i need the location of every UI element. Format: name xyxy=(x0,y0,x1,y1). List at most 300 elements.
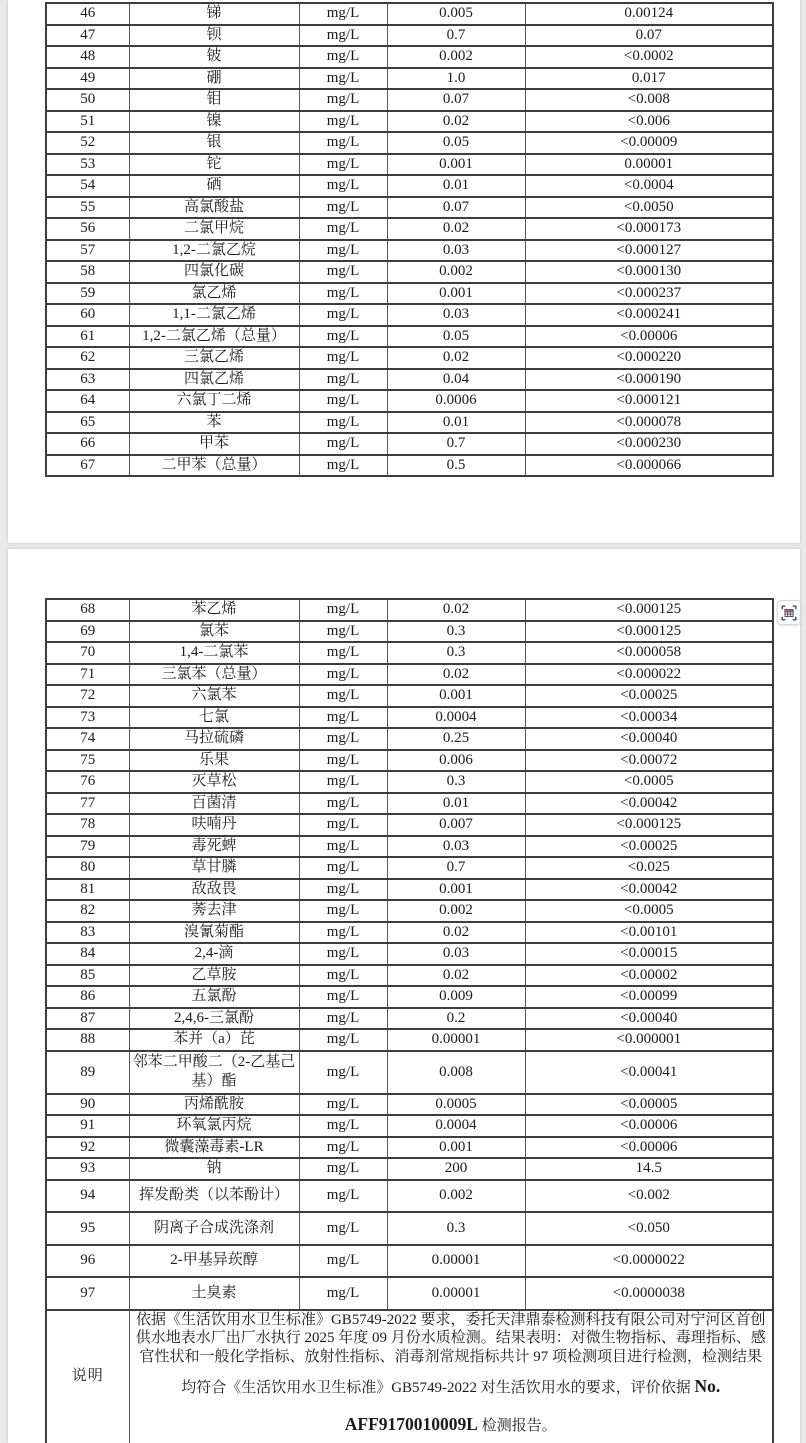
cell-parameter: 二甲苯（总量） xyxy=(129,455,299,477)
cell-result: 0.00001 xyxy=(525,154,773,176)
cell-limit: 0.002 xyxy=(387,1180,525,1213)
cell-limit: 0.0005 xyxy=(387,1094,525,1116)
cell-parameter: 氯乙烯 xyxy=(129,283,299,305)
table-row xyxy=(46,390,773,412)
table-row xyxy=(46,261,773,283)
cell-parameter: 高氯酸盐 xyxy=(129,197,299,219)
cell-parameter: 1,2-二氯乙烯（总量） xyxy=(129,326,299,348)
cell-unit: mg/L xyxy=(299,433,387,455)
cell-limit: 0.002 xyxy=(387,46,525,68)
water-quality-table-page2 xyxy=(45,598,774,1443)
cell-result: <0.00006 xyxy=(525,326,773,348)
cell-limit: 0.006 xyxy=(387,750,525,772)
cell-result: <0.00042 xyxy=(525,879,773,901)
cell-parameter: 六氯苯 xyxy=(129,685,299,707)
cell-index: 63 xyxy=(46,369,129,391)
table-row xyxy=(46,1029,773,1051)
cell-parameter: 钠 xyxy=(129,1158,299,1180)
cell-parameter: 硒 xyxy=(129,175,299,197)
cell-unit: mg/L xyxy=(299,1094,387,1116)
table-row xyxy=(46,1115,773,1137)
table-row xyxy=(46,793,773,815)
cell-limit: 0.009 xyxy=(387,986,525,1008)
cell-index: 88 xyxy=(46,1029,129,1051)
cell-index: 49 xyxy=(46,68,129,90)
cell-parameter: 苯并（a）芘 xyxy=(129,1029,299,1051)
table2-note-section xyxy=(46,1310,773,1443)
cell-unit: mg/L xyxy=(299,793,387,815)
cell-unit: mg/L xyxy=(299,621,387,643)
cell-limit: 0.02 xyxy=(387,218,525,240)
table-row xyxy=(46,814,773,836)
table-row xyxy=(46,304,773,326)
cell-index: 95 xyxy=(46,1212,129,1245)
table-row xyxy=(46,197,773,219)
cell-parameter: 氯苯 xyxy=(129,621,299,643)
cell-parameter: 阴离子合成洗涤剂 xyxy=(129,1212,299,1245)
table-row xyxy=(46,347,773,369)
cell-limit: 0.7 xyxy=(387,857,525,879)
cell-unit: mg/L xyxy=(299,986,387,1008)
cell-limit: 0.01 xyxy=(387,175,525,197)
note-text xyxy=(129,1310,773,1443)
cell-index: 53 xyxy=(46,154,129,176)
table-capture-icon xyxy=(781,605,797,621)
table-row xyxy=(46,1158,773,1180)
cell-unit: mg/L xyxy=(299,347,387,369)
cell-index: 74 xyxy=(46,728,129,750)
cell-parameter: 三氯乙烯 xyxy=(129,347,299,369)
cell-result: <0.000078 xyxy=(525,412,773,434)
cell-result: <0.000190 xyxy=(525,369,773,391)
cell-result: <0.000058 xyxy=(525,642,773,664)
cell-index: 90 xyxy=(46,1094,129,1116)
cell-result: <0.00009 xyxy=(525,132,773,154)
table-row xyxy=(46,965,773,987)
cell-limit: 0.0006 xyxy=(387,390,525,412)
cell-unit: mg/L xyxy=(299,261,387,283)
cell-unit: mg/L xyxy=(299,814,387,836)
cell-parameter: 溴氰菊酯 xyxy=(129,922,299,944)
cell-result: <0.00002 xyxy=(525,965,773,987)
cell-unit: mg/L xyxy=(299,750,387,772)
table-capture-button[interactable] xyxy=(777,600,801,625)
cell-index: 91 xyxy=(46,1115,129,1137)
table-row xyxy=(46,1051,773,1094)
note-row xyxy=(46,1310,773,1443)
cell-index: 69 xyxy=(46,621,129,643)
cell-result: <0.000130 xyxy=(525,261,773,283)
water-quality-table-page1 xyxy=(45,2,774,477)
cell-result: <0.000001 xyxy=(525,1029,773,1051)
cell-index: 78 xyxy=(46,814,129,836)
cell-result: <0.00099 xyxy=(525,986,773,1008)
cell-unit: mg/L xyxy=(299,685,387,707)
table-row xyxy=(46,621,773,643)
cell-index: 65 xyxy=(46,412,129,434)
table-row xyxy=(46,922,773,944)
cell-result: <0.000066 xyxy=(525,455,773,477)
cell-unit: mg/L xyxy=(299,1277,387,1310)
cell-parameter: 苯乙烯 xyxy=(129,599,299,621)
cell-parameter: 草甘膦 xyxy=(129,857,299,879)
cell-limit: 0.002 xyxy=(387,900,525,922)
cell-index: 82 xyxy=(46,900,129,922)
cell-unit: mg/L xyxy=(299,857,387,879)
cell-unit: mg/L xyxy=(299,175,387,197)
cell-parameter: 四氯乙烯 xyxy=(129,369,299,391)
cell-unit: mg/L xyxy=(299,68,387,90)
cell-limit: 0.002 xyxy=(387,261,525,283)
cell-unit: mg/L xyxy=(299,1245,387,1278)
cell-parameter: 铊 xyxy=(129,154,299,176)
cell-result: <0.008 xyxy=(525,89,773,111)
cell-index: 84 xyxy=(46,943,129,965)
cell-parameter: 毒死蜱 xyxy=(129,836,299,858)
cell-parameter: 五氯酚 xyxy=(129,986,299,1008)
cell-unit: mg/L xyxy=(299,3,387,25)
cell-parameter: 银 xyxy=(129,132,299,154)
cell-parameter: 钼 xyxy=(129,89,299,111)
cell-index: 76 xyxy=(46,771,129,793)
cell-index: 67 xyxy=(46,455,129,477)
cell-parameter: 环氧氯丙烷 xyxy=(129,1115,299,1137)
table-row xyxy=(46,154,773,176)
cell-result: 0.00124 xyxy=(525,3,773,25)
cell-limit: 0.02 xyxy=(387,599,525,621)
cell-result: <0.000237 xyxy=(525,283,773,305)
cell-index: 93 xyxy=(46,1158,129,1180)
table-row xyxy=(46,3,773,25)
cell-index: 58 xyxy=(46,261,129,283)
cell-unit: mg/L xyxy=(299,642,387,664)
cell-unit: mg/L xyxy=(299,369,387,391)
cell-unit: mg/L xyxy=(299,455,387,477)
table-row xyxy=(46,46,773,68)
cell-unit: mg/L xyxy=(299,879,387,901)
cell-index: 59 xyxy=(46,283,129,305)
cell-limit: 0.7 xyxy=(387,25,525,47)
cell-index: 60 xyxy=(46,304,129,326)
cell-result: 0.07 xyxy=(525,25,773,47)
table-row xyxy=(46,685,773,707)
table-row xyxy=(46,986,773,1008)
cell-limit: 0.07 xyxy=(387,89,525,111)
cell-index: 75 xyxy=(46,750,129,772)
table-row xyxy=(46,857,773,879)
cell-parameter: 邻苯二甲酸二（2-乙基己基）酯 xyxy=(129,1051,299,1094)
cell-limit: 0.3 xyxy=(387,1212,525,1245)
cell-result: <0.002 xyxy=(525,1180,773,1213)
cell-unit: mg/L xyxy=(299,326,387,348)
cell-limit: 0.02 xyxy=(387,965,525,987)
table-row xyxy=(46,218,773,240)
cell-limit: 0.5 xyxy=(387,455,525,477)
cell-unit: mg/L xyxy=(299,599,387,621)
cell-limit: 0.008 xyxy=(387,1051,525,1094)
cell-index: 62 xyxy=(46,347,129,369)
cell-unit: mg/L xyxy=(299,707,387,729)
cell-result: <0.00034 xyxy=(525,707,773,729)
table1-body xyxy=(46,3,773,476)
cell-index: 57 xyxy=(46,240,129,262)
cell-parameter: 六氯丁二烯 xyxy=(129,390,299,412)
cell-unit: mg/L xyxy=(299,943,387,965)
cell-result: <0.0005 xyxy=(525,900,773,922)
cell-index: 71 xyxy=(46,664,129,686)
cell-limit: 0.04 xyxy=(387,369,525,391)
table-row xyxy=(46,1008,773,1030)
note-label: 说明 xyxy=(46,1310,129,1443)
cell-result: <0.000121 xyxy=(525,390,773,412)
cell-index: 81 xyxy=(46,879,129,901)
cell-unit: mg/L xyxy=(299,304,387,326)
cell-limit: 0.7 xyxy=(387,433,525,455)
cell-parameter: 钡 xyxy=(129,25,299,47)
cell-limit: 0.02 xyxy=(387,922,525,944)
cell-result: <0.000127 xyxy=(525,240,773,262)
cell-result: 0.017 xyxy=(525,68,773,90)
cell-limit: 0.0004 xyxy=(387,1115,525,1137)
cell-unit: mg/L xyxy=(299,218,387,240)
cell-unit: mg/L xyxy=(299,1115,387,1137)
cell-limit: 0.00001 xyxy=(387,1029,525,1051)
cell-result: <0.0005 xyxy=(525,771,773,793)
table-row xyxy=(46,433,773,455)
cell-index: 86 xyxy=(46,986,129,1008)
table-row xyxy=(46,132,773,154)
cell-parameter: 1,1-二氯乙烯 xyxy=(129,304,299,326)
table-row xyxy=(46,175,773,197)
table2-body xyxy=(46,599,773,1310)
cell-limit: 0.01 xyxy=(387,412,525,434)
table-row xyxy=(46,599,773,621)
cell-result: <0.000125 xyxy=(525,814,773,836)
cell-unit: mg/L xyxy=(299,1158,387,1180)
table-row xyxy=(46,900,773,922)
table-row xyxy=(46,240,773,262)
table-row xyxy=(46,25,773,47)
table-row xyxy=(46,326,773,348)
cell-limit: 0.07 xyxy=(387,197,525,219)
cell-limit: 0.00001 xyxy=(387,1277,525,1310)
cell-unit: mg/L xyxy=(299,25,387,47)
cell-index: 70 xyxy=(46,642,129,664)
cell-limit: 0.001 xyxy=(387,283,525,305)
cell-unit: mg/L xyxy=(299,197,387,219)
cell-index: 79 xyxy=(46,836,129,858)
note-text-after: 检测报告。 xyxy=(477,1417,557,1434)
table-row xyxy=(46,642,773,664)
cell-index: 77 xyxy=(46,793,129,815)
cell-result: <0.00025 xyxy=(525,836,773,858)
table-row xyxy=(46,111,773,133)
cell-parameter: 1,2-二氯乙烷 xyxy=(129,240,299,262)
cell-result: <0.00006 xyxy=(525,1115,773,1137)
cell-parameter: 百菌清 xyxy=(129,793,299,815)
cell-unit: mg/L xyxy=(299,1180,387,1213)
cell-unit: mg/L xyxy=(299,664,387,686)
cell-index: 97 xyxy=(46,1277,129,1310)
cell-parameter: 挥发酚类（以苯酚计） xyxy=(129,1180,299,1213)
table-row xyxy=(46,1094,773,1116)
cell-parameter: 铍 xyxy=(129,46,299,68)
cell-limit: 0.02 xyxy=(387,111,525,133)
cell-result: <0.0002 xyxy=(525,46,773,68)
cell-parameter: 土臭素 xyxy=(129,1277,299,1310)
cell-result: <0.00042 xyxy=(525,793,773,815)
cell-parameter: 马拉硫磷 xyxy=(129,728,299,750)
cell-index: 61 xyxy=(46,326,129,348)
cell-result: <0.000125 xyxy=(525,621,773,643)
table-row xyxy=(46,369,773,391)
cell-index: 55 xyxy=(46,197,129,219)
cell-index: 51 xyxy=(46,111,129,133)
cell-limit: 200 xyxy=(387,1158,525,1180)
cell-limit: 0.01 xyxy=(387,793,525,815)
table-row xyxy=(46,68,773,90)
cell-index: 47 xyxy=(46,25,129,47)
cell-index: 80 xyxy=(46,857,129,879)
cell-parameter: 乙草胺 xyxy=(129,965,299,987)
table-row xyxy=(46,664,773,686)
cell-index: 92 xyxy=(46,1137,129,1159)
table-row xyxy=(46,750,773,772)
cell-limit: 0.3 xyxy=(387,642,525,664)
cell-index: 94 xyxy=(46,1180,129,1213)
cell-parameter: 镍 xyxy=(129,111,299,133)
cell-parameter: 硼 xyxy=(129,68,299,90)
cell-unit: mg/L xyxy=(299,111,387,133)
cell-limit: 0.25 xyxy=(387,728,525,750)
document-page-1 xyxy=(8,0,800,543)
cell-parameter: 莠去津 xyxy=(129,900,299,922)
note-text-before: 依据《生活饮用水卫生标准》GB5749-2022 要求，委托天津鼎泰检测科技有限公司对宁河区首创供水地表水厂出厂水执行 2025 年度 09 月份水质检测。结果表明：对微生物指标、毒理指标、感官性状和一般化学指标、放射性指标、消毒剂常规指标共计 97 项检测项目进行检测，检测结果均符合《生活饮用水卫生标准》GB5749-2022 对生活饮用水的要求，评价依据 xyxy=(135,1311,766,1396)
cell-unit: mg/L xyxy=(299,922,387,944)
cell-limit: 0.00001 xyxy=(387,1245,525,1278)
table-row xyxy=(46,412,773,434)
cell-limit: 0.03 xyxy=(387,304,525,326)
cell-limit: 0.02 xyxy=(387,664,525,686)
cell-parameter: 乐果 xyxy=(129,750,299,772)
cell-unit: mg/L xyxy=(299,1212,387,1245)
note-report-number: No. AFF9170010009L xyxy=(344,1375,721,1434)
cell-parameter: 甲苯 xyxy=(129,433,299,455)
cell-index: 73 xyxy=(46,707,129,729)
cell-index: 96 xyxy=(46,1245,129,1278)
cell-parameter: 三氯苯（总量） xyxy=(129,664,299,686)
cell-unit: mg/L xyxy=(299,1029,387,1051)
cell-result: <0.000230 xyxy=(525,433,773,455)
cell-unit: mg/L xyxy=(299,1008,387,1030)
cell-limit: 0.001 xyxy=(387,685,525,707)
table-row xyxy=(46,771,773,793)
table-row xyxy=(46,728,773,750)
cell-index: 64 xyxy=(46,390,129,412)
cell-result: <0.00006 xyxy=(525,1137,773,1159)
cell-result: <0.00040 xyxy=(525,1008,773,1030)
cell-unit: mg/L xyxy=(299,771,387,793)
cell-unit: mg/L xyxy=(299,965,387,987)
table-row xyxy=(46,879,773,901)
cell-index: 52 xyxy=(46,132,129,154)
cell-parameter: 2,4-滴 xyxy=(129,943,299,965)
cell-unit: mg/L xyxy=(299,390,387,412)
cell-parameter: 敌敌畏 xyxy=(129,879,299,901)
cell-result: <0.000220 xyxy=(525,347,773,369)
table-row xyxy=(46,1180,773,1213)
cell-index: 56 xyxy=(46,218,129,240)
cell-limit: 0.03 xyxy=(387,240,525,262)
cell-limit: 0.005 xyxy=(387,3,525,25)
cell-unit: mg/L xyxy=(299,154,387,176)
table-row xyxy=(46,1245,773,1278)
cell-result: <0.000241 xyxy=(525,304,773,326)
cell-result: <0.00005 xyxy=(525,1094,773,1116)
cell-unit: mg/L xyxy=(299,283,387,305)
cell-limit: 0.0004 xyxy=(387,707,525,729)
cell-unit: mg/L xyxy=(299,1051,387,1094)
cell-result: <0.00101 xyxy=(525,922,773,944)
cell-limit: 0.2 xyxy=(387,1008,525,1030)
cell-limit: 1.0 xyxy=(387,68,525,90)
table-row xyxy=(46,455,773,477)
cell-limit: 0.02 xyxy=(387,347,525,369)
cell-limit: 0.05 xyxy=(387,326,525,348)
cell-unit: mg/L xyxy=(299,728,387,750)
table-row xyxy=(46,943,773,965)
cell-parameter: 二氯甲烷 xyxy=(129,218,299,240)
cell-result: <0.006 xyxy=(525,111,773,133)
cell-index: 83 xyxy=(46,922,129,944)
cell-result: <0.000173 xyxy=(525,218,773,240)
cell-index: 66 xyxy=(46,433,129,455)
cell-result: <0.00015 xyxy=(525,943,773,965)
cell-parameter: 四氯化碳 xyxy=(129,261,299,283)
cell-result: <0.0000038 xyxy=(525,1277,773,1310)
cell-limit: 0.3 xyxy=(387,621,525,643)
table-row xyxy=(46,1137,773,1159)
cell-parameter: 微囊藻毒素-LR xyxy=(129,1137,299,1159)
cell-parameter: 2,4,6-三氯酚 xyxy=(129,1008,299,1030)
cell-limit: 0.007 xyxy=(387,814,525,836)
table-row xyxy=(46,1212,773,1245)
cell-parameter: 呋喃丹 xyxy=(129,814,299,836)
cell-result: <0.025 xyxy=(525,857,773,879)
cell-index: 68 xyxy=(46,599,129,621)
table-row xyxy=(46,836,773,858)
cell-index: 54 xyxy=(46,175,129,197)
cell-unit: mg/L xyxy=(299,1137,387,1159)
cell-unit: mg/L xyxy=(299,412,387,434)
cell-index: 72 xyxy=(46,685,129,707)
cell-result: <0.00072 xyxy=(525,750,773,772)
cell-unit: mg/L xyxy=(299,46,387,68)
cell-limit: 0.001 xyxy=(387,879,525,901)
document-page-2 xyxy=(8,549,800,1443)
cell-index: 46 xyxy=(46,3,129,25)
cell-result: <0.050 xyxy=(525,1212,773,1245)
cell-result: <0.0050 xyxy=(525,197,773,219)
cell-limit: 0.03 xyxy=(387,836,525,858)
cell-unit: mg/L xyxy=(299,900,387,922)
cell-result: <0.0000022 xyxy=(525,1245,773,1278)
cell-unit: mg/L xyxy=(299,836,387,858)
cell-parameter: 1,4-二氯苯 xyxy=(129,642,299,664)
cell-parameter: 灭草松 xyxy=(129,771,299,793)
cell-result: <0.0004 xyxy=(525,175,773,197)
cell-unit: mg/L xyxy=(299,132,387,154)
